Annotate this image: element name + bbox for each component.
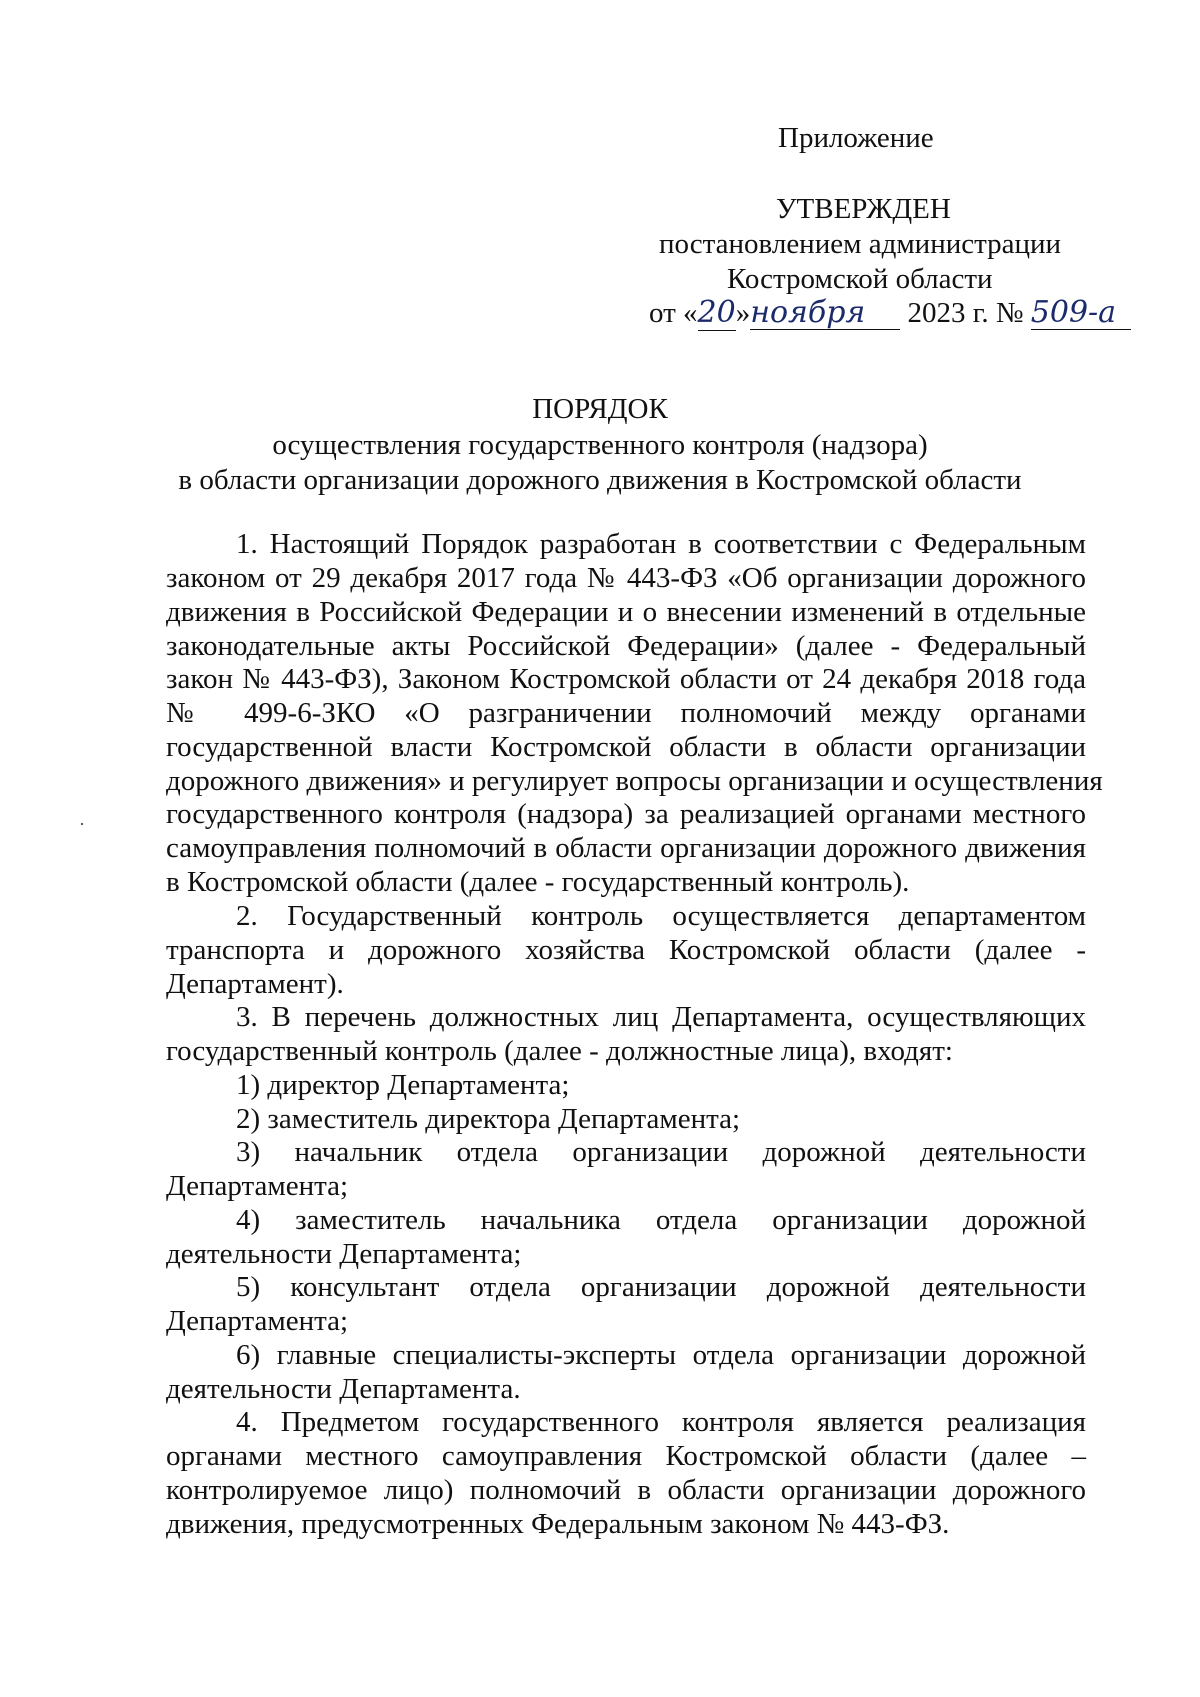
doc-number-handwritten: 509-а — [1031, 296, 1131, 330]
list-item: 2) заместитель директора Департамента; — [236, 1103, 741, 1135]
list-item-cont: деятельности Департамента. — [166, 1373, 521, 1405]
scan-speck — [81, 823, 83, 825]
list-item: 3) начальник отдела организации дорожной деятельности — [236, 1136, 1086, 1168]
body-line: контролируемое лицо) полномочий в области организации дорожного — [166, 1474, 1086, 1506]
body-line: № 499-6-ЗКО «О разграничении полномочий между органами — [166, 697, 1086, 729]
body-line: движения, предусмотренных Федеральным законом № 443-ФЗ. — [166, 1508, 950, 1540]
approval-date-line — [649, 296, 1131, 330]
doc-title: ПОРЯДОК — [532, 393, 668, 425]
body-line: 2. Государственный контроль осуществляется департаментом — [236, 900, 1086, 932]
body-line: Департамент). — [166, 968, 344, 1000]
list-item: 4) заместитель начальника отдела организации дорожной — [236, 1204, 1086, 1236]
doc-subtitle-2: в области организации дорожного движения в Костромской области — [178, 464, 1022, 496]
list-item-cont: Департамента; — [166, 1305, 349, 1337]
body-line: транспорта и дорожного хозяйства Костромской области (далее - — [166, 934, 1086, 966]
body-line: государственный контроль (далее - должностные лица), входят: — [166, 1035, 953, 1067]
date-year: 2023 г. № — [907, 297, 1024, 329]
body-line: закон № 443-ФЗ), Законом Костромской области от 24 декабря 2018 года — [166, 663, 1086, 695]
list-item-cont: Департамента; — [166, 1170, 349, 1202]
doc-subtitle-1: осуществления государственного контроля (надзора) — [272, 429, 928, 461]
body-line: государственного контроля (надзора) за реализацией органами местного — [166, 798, 1086, 830]
body-line: дорожного движения» и регулирует вопросы организации и осуществления — [166, 765, 1103, 797]
date-mid: » — [735, 297, 751, 329]
approved-by-line2: Костромской области — [727, 263, 993, 295]
approved-by-line1: постановлением администрации — [659, 228, 1062, 260]
body-line: движения в Российской Федерации и о внесении изменений в отдельные — [166, 596, 1086, 628]
date-day-handwritten: 20 — [697, 295, 736, 330]
list-item: 5) консультант отдела организации дорожной деятельности — [236, 1271, 1086, 1303]
appendix-label: Приложение — [778, 122, 934, 154]
date-month-handwritten: ноября — [750, 296, 900, 330]
body-line: 4. Предметом государственного контроля является реализация — [236, 1406, 1086, 1438]
list-item: 6) главные специалисты-эксперты отдела организации дорожной — [236, 1339, 1086, 1371]
body-line: законодательные акты Российской Федерации» (далее - Федеральный — [166, 630, 1086, 662]
body-line: законом от 29 декабря 2017 года № 443-ФЗ «Об организации дорожного — [166, 562, 1086, 594]
body-line: 1. Настоящий Порядок разработан в соответствии с Федеральным — [236, 528, 1086, 560]
list-item-cont: деятельности Департамента; — [166, 1238, 522, 1270]
date-prefix: от « — [649, 297, 698, 329]
approved-label: УТВЕРЖДЕН — [776, 193, 951, 225]
body-line: в Костромской области (далее - государственный контроль). — [166, 866, 910, 898]
body-line: самоуправления полномочий в области организации дорожного движения — [166, 832, 1086, 864]
body-line: 3. В перечень должностных лиц Департамента, осуществляющих — [236, 1001, 1086, 1033]
body-line: государственной власти Костромской области в области организации — [166, 731, 1086, 763]
body-line: органами местного самоуправления Костромской области (далее – — [166, 1440, 1086, 1472]
list-item: 1) директор Департамента; — [236, 1069, 570, 1101]
